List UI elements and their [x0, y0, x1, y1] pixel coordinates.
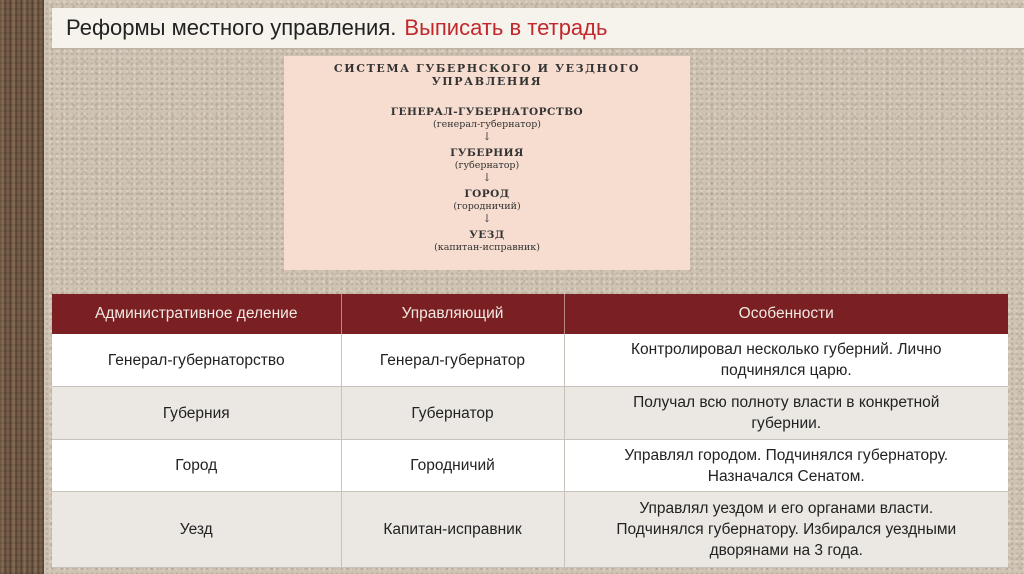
cell-division: Генерал-губернаторство: [52, 334, 341, 387]
scheme-level-name: ГУБЕРНИЯ: [450, 147, 524, 159]
table-row: [52, 387, 1008, 440]
features-line: Назначался Сенатом.: [707, 467, 865, 485]
column-header-ruler: Управляющий: [341, 294, 564, 334]
cell-ruler: Губернатор: [341, 387, 564, 440]
scheme-level-ruler: (генерал-губернатор): [433, 119, 541, 130]
page-title: Реформы местного управления.: [66, 15, 397, 40]
cell-ruler: Капитан-исправник: [341, 492, 564, 568]
features-line: Управлял уездом и его органами власти.: [639, 500, 934, 517]
features-line: Подчинялся губернатору. Избирался уездными: [616, 521, 957, 538]
table-row: [52, 492, 1008, 568]
cell-ruler: Генерал-губернатор: [341, 334, 564, 387]
scheme-arrow: ↓: [482, 171, 492, 184]
cell-features: [564, 387, 1008, 440]
cell-division: Город: [52, 440, 341, 492]
scheme-arrow: ↓: [482, 130, 492, 143]
scheme-level-name: ГЕНЕРАЛ-ГУБЕРНАТОРСТВО: [390, 106, 584, 118]
table-row: [52, 334, 1008, 387]
cell-features: [564, 334, 1008, 387]
scheme-level-ruler: (капитан-исправник): [434, 242, 540, 253]
scheme-level-ruler: (городничий): [453, 201, 521, 212]
page-title-highlight: Выписать в тетрадь: [404, 15, 608, 40]
title-bar: [52, 8, 1024, 49]
features-line: Получал всю полноту власти в конкретной: [633, 394, 940, 411]
scheme-heading: СИСТЕМА ГУБЕРНСКОГО И УЕЗДНОГО УПРАВЛЕНИЯ: [333, 62, 641, 88]
features-line: Контролировал несколько губерний. Лично: [631, 341, 942, 358]
cell-features: [564, 440, 1008, 492]
column-header-features: Особенности: [564, 294, 1008, 334]
features-line: Управлял городом. Подчинялся губернатору.: [624, 446, 949, 464]
features-line: губернии.: [751, 415, 822, 432]
cell-features: [564, 492, 1008, 568]
scheme-level-ruler: (губернатор): [454, 160, 520, 171]
scheme-level-name: УЕЗД: [469, 229, 505, 241]
features-line: подчинялся царю.: [720, 362, 852, 379]
reforms-table: [52, 294, 1008, 568]
decorative-wood-strip: [0, 0, 44, 574]
table-row: [52, 440, 1008, 492]
cell-division: Уезд: [52, 492, 341, 568]
column-header-division: Административное деление: [52, 294, 341, 334]
cell-division: Губерния: [52, 387, 341, 440]
features-line: дворянами на 3 года.: [709, 542, 863, 559]
table-header-row: [52, 294, 1008, 334]
cell-ruler: Городничий: [341, 440, 564, 492]
scheme-image: [284, 56, 690, 270]
scheme-arrow: ↓: [482, 212, 492, 225]
scheme-level-name: ГОРОД: [464, 188, 510, 200]
